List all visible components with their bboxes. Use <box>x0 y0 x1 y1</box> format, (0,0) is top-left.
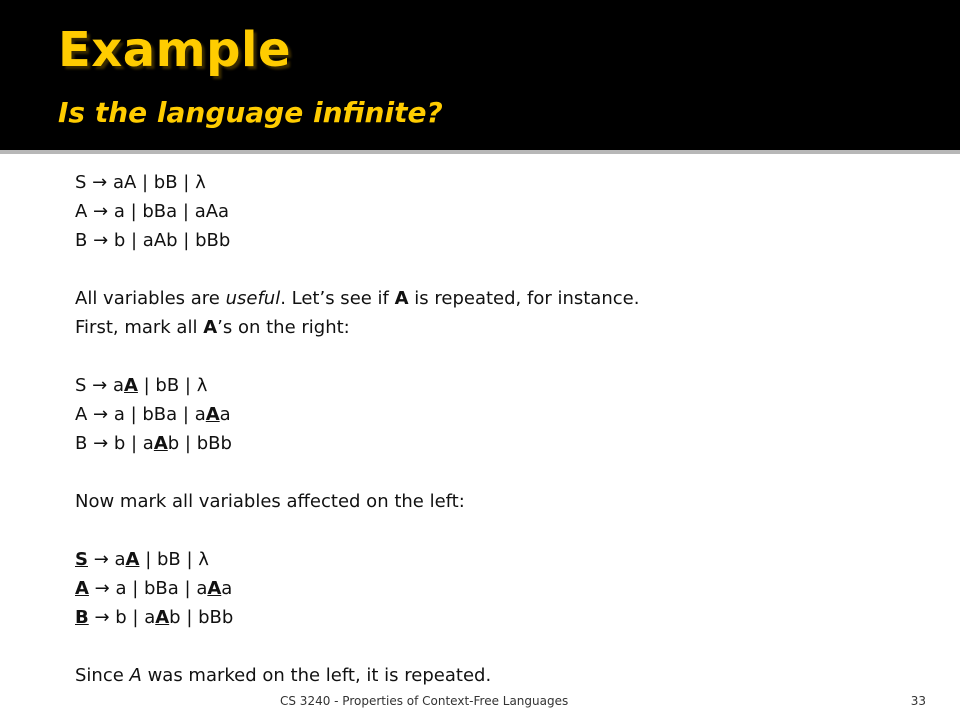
text-run: | bB | λ <box>137 375 208 396</box>
slide-subtitle: Is the language infinite? <box>58 96 443 129</box>
footer <box>0 690 960 714</box>
text-run: a <box>219 404 231 425</box>
body-line <box>75 284 935 313</box>
line-gap <box>75 342 935 371</box>
body-line <box>75 487 935 516</box>
title-banner <box>0 0 960 150</box>
text-run: First, mark all <box>75 317 204 338</box>
text-run: b | bBb <box>167 433 232 454</box>
body-line <box>75 574 935 603</box>
text-run: | bB | λ <box>139 549 209 570</box>
marked-variable: A <box>153 433 168 454</box>
text-run: was marked on the left, it is repeated. <box>141 665 492 686</box>
text-run: Since <box>75 665 130 686</box>
body-line <box>75 400 935 429</box>
marked-variable: S <box>75 549 88 570</box>
slide-title: Example <box>58 22 292 78</box>
text-run: a <box>221 578 233 599</box>
text-run: All variables are <box>75 288 226 309</box>
text-run: useful <box>225 288 281 309</box>
text-run: A <box>394 288 409 309</box>
body-line <box>75 168 935 197</box>
text-run: A → a | bBa | a <box>75 404 206 425</box>
body-line <box>75 545 935 574</box>
slide-body <box>75 168 935 690</box>
text-run: Now mark all variables affected on the left: <box>75 491 465 512</box>
body-line <box>75 313 935 342</box>
marked-variable: A <box>75 578 89 599</box>
body-line <box>75 371 935 400</box>
divider-line <box>0 150 960 154</box>
line-gap <box>75 632 935 661</box>
text-run: B → b | aAb | bBb <box>75 230 231 251</box>
body-line <box>75 429 935 458</box>
slide-number: 33 <box>910 694 926 708</box>
text-run: S → aA | bB | λ <box>75 172 206 193</box>
text-run: S → a <box>75 375 124 396</box>
text-run: b | bBb <box>169 607 234 628</box>
line-gap <box>75 458 935 487</box>
marked-variable: A <box>155 607 170 628</box>
text-run: is repeated, for instance. <box>408 288 640 309</box>
body-line <box>75 603 935 632</box>
text-run: A <box>129 665 142 686</box>
text-run: B → b | a <box>75 433 154 454</box>
text-run: ’s on the right: <box>217 317 350 338</box>
marked-variable: A <box>123 375 138 396</box>
marked-variable: B <box>75 607 89 628</box>
text-run: → b | a <box>88 607 156 628</box>
line-gap <box>75 255 935 284</box>
text-run: . Let’s see if <box>280 288 395 309</box>
text-run: → a <box>87 549 126 570</box>
marked-variable: A <box>205 404 220 425</box>
marked-variable: A <box>125 549 140 570</box>
body-line <box>75 661 935 690</box>
footer-text: CS 3240 - Properties of Context-Free Languages <box>280 694 569 708</box>
text-run: A → a | bBa | aAa <box>75 201 230 222</box>
marked-variable: A <box>207 578 222 599</box>
body-line <box>75 197 935 226</box>
text-run: A <box>203 317 218 338</box>
body-line <box>75 226 935 255</box>
line-gap <box>75 516 935 545</box>
text-run: → a | bBa | a <box>88 578 208 599</box>
